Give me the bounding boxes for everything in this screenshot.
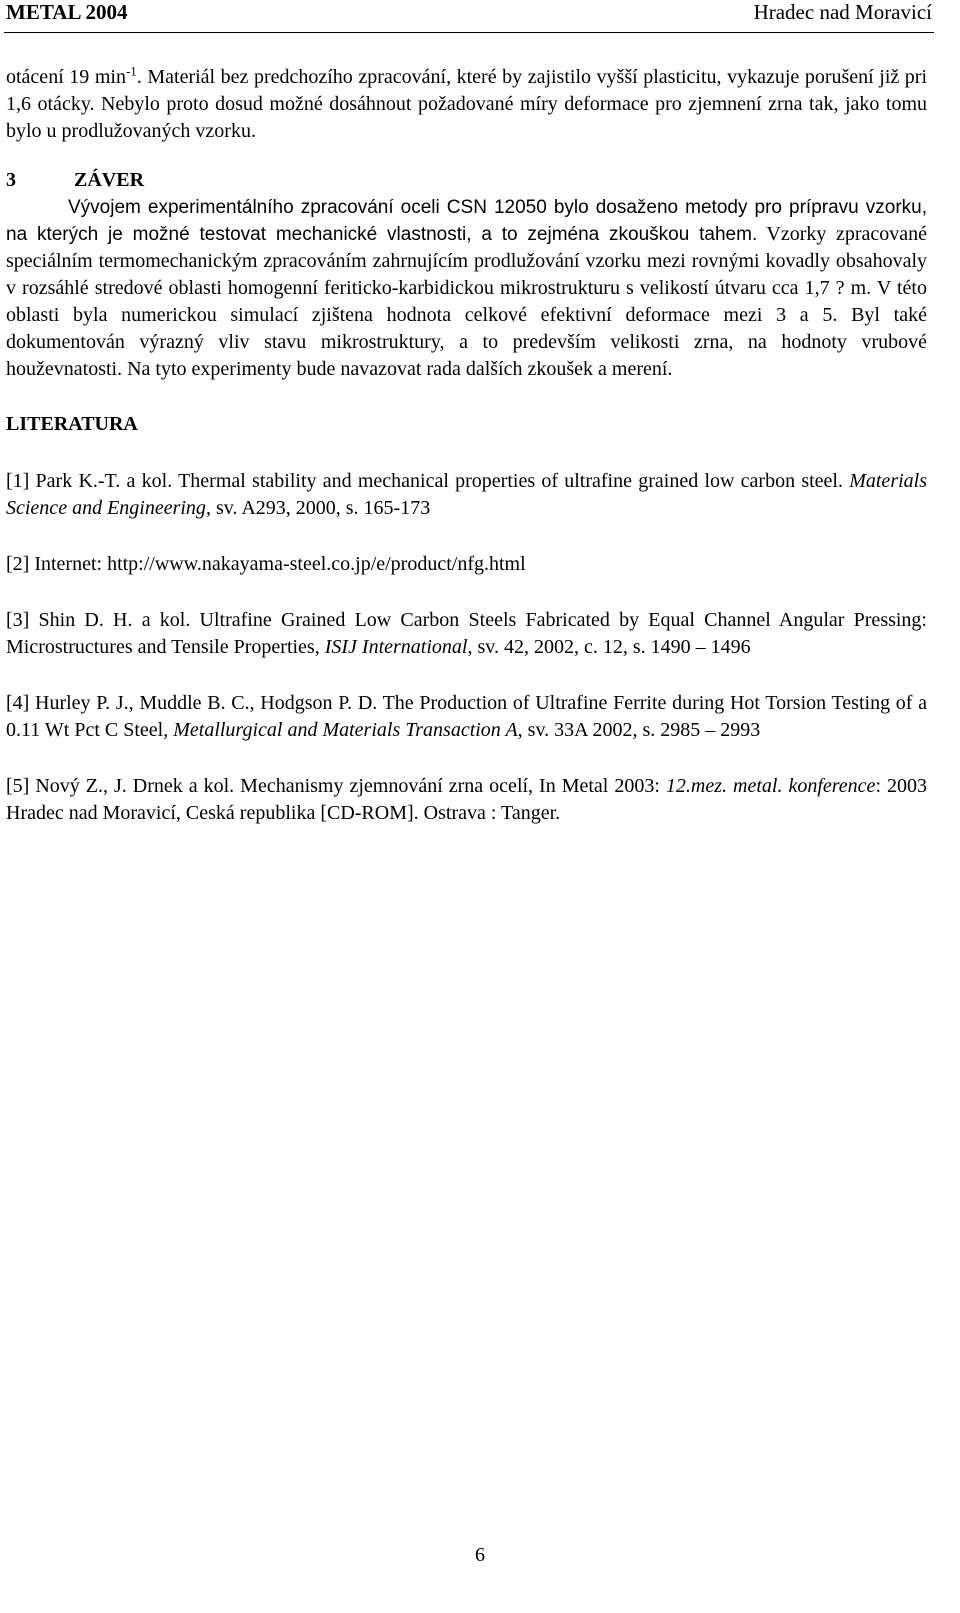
reference-journal: ISIJ International [324,636,468,658]
reference-journal: 12.mez. metal. konference [665,775,876,797]
conclusion-text-a: Vývojem experimentálního zpracování oceli CSN 12050 bylo dosaženo metody pro prípravu vzorku, na kterých je možné testovat mechanické vlastnosti, a to zejména zkouškou tahem. [6,197,927,245]
reference-text: [2] Internet: http://www.nakayama-steel.co.jp/e/product/nfg.html [6,553,526,575]
intro-text-a: otácení 19 min [6,66,126,88]
reference-details: : 2003 Hradec nad Moravicí, Ceská republika [CD-ROM]. Ostrava : Tanger. [6,775,928,824]
reference-details: , sv. 33A 2002, s. 2985 – 2993 [517,719,761,741]
conclusion-paragraph [6,194,927,383]
page-number: 6 [475,1544,485,1566]
conclusion-text-d: Byl také dokumentován výrazný vliv stavu mikrostruktury, a to predevším velikosti zrna, na hodnoty vrubové houževnatosti. [6,304,927,380]
reference-details: , sv. 42, 2002, c. 12, s. 1490 – 1496 [467,636,751,658]
page-content [6,64,927,827]
literature-heading: LITERATURA [6,413,138,435]
intro-superscript: -1 [125,63,137,79]
conclusion-text-c: V této oblasti byla numerickou simulací zjištena hodnota celkové efektivní deformace mezi 3 a 5. [6,277,927,326]
reference-item [6,468,927,522]
reference-journal: Metallurgical and Materials Transaction A [173,719,518,741]
conclusion-text-e: Na tyto experimenty bude navazovat rada dalších zkoušek a merení. [122,358,673,380]
conference-name: METAL 2004 [6,0,128,24]
reference-item [6,773,927,827]
reference-item [6,551,927,578]
section-heading [6,167,927,194]
reference-journal: Materials Science and Engineering [6,470,927,519]
reference-text: [3] Shin D. H. a kol. Ultrafine Grained Low Carbon Steels Fabricated by Equal Channel Angular Pressing: Microstructures and Tensile Properties, [6,609,927,658]
intro-text-b: . Materiál bez predchozího zpracování, které by zajistilo vyšší plasticitu, vykazuje porušení již pri 1,6 otácky. Nebylo proto dosud možné dosáhnout požadované míry deformace pro zjemnení zrna tak, jako tomu bylo u prodlužovaných vzorku. [6,66,928,142]
header-rule [4,32,934,33]
reference-item [6,690,927,744]
reference-text: [4] Hurley P. J., Muddle B. C., Hodgson P. D. The Production of Ultrafine Ferrite during Hot Torsion Testing of a 0.11 Wt Pct C Steel, [6,692,927,741]
section-number: 3 [6,169,16,191]
reference-item [6,607,927,661]
page-header [6,0,932,26]
reference-text: [1] Park K.-T. a kol. Thermal stability and mechanical properties of ultrafine grained low carbon steel. [6,470,850,492]
intro-paragraph [6,64,927,145]
reference-details: , sv. A293, 2000, s. 165-173 [205,497,431,519]
conference-location: Hradec nad Moravicí [753,0,932,24]
reference-text: [5] Nový Z., J. Drnek a kol. Mechanismy zjemnování zrna ocelí, In Metal 2003: [6,775,666,797]
conclusion-text-b: Vzorky zpracované speciálním termomechanickým zpracováním zahrnujícím prodlužování vzorku mezi rovnými kovadly obsahovaly v rozsáhlé stredové oblasti homogenní feriticko-karbidickou mikrostrukturu s velikostí útvaru cca 1,7 ? m. [6,223,927,299]
section-title: ZÁVER [74,169,145,191]
